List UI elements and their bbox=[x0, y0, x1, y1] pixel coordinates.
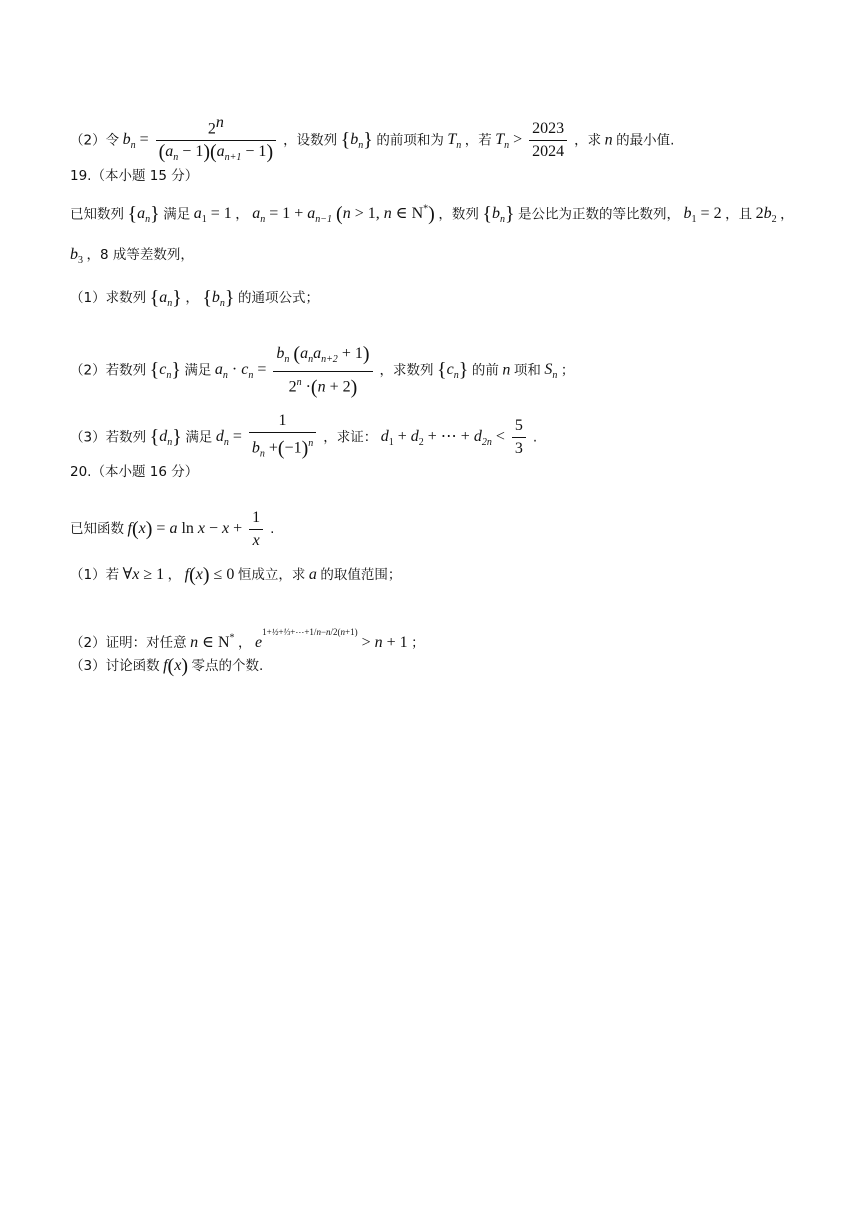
formula-seq-cn: $\{c_n\}$ bbox=[149, 359, 181, 382]
formula-forall-x: ∀x ≥ 1 bbox=[122, 566, 165, 583]
q19-part2-d: 的前 bbox=[471, 362, 499, 379]
q19-stem-a: 已知数列 bbox=[70, 206, 124, 223]
num-2024: 2024 bbox=[532, 143, 565, 161]
period-1: . bbox=[270, 521, 275, 538]
q19-part3-end: . bbox=[532, 429, 538, 446]
q20-part3-label: （3）讨论函数 bbox=[70, 658, 160, 674]
q19-part2-f: ； bbox=[560, 362, 575, 379]
comma-2: ， bbox=[185, 290, 199, 306]
q20-part1-label: （1）若 bbox=[70, 567, 120, 583]
q20-part3-text: 零点的个数. bbox=[191, 658, 264, 674]
formula-n-2: n bbox=[502, 361, 511, 379]
formula-fx: f(x) bbox=[163, 655, 188, 677]
q19-part1-label: （1）求数列 bbox=[70, 290, 147, 306]
q19-part1 bbox=[70, 288, 319, 314]
formula-Tn-ineq: $T_n$ > $\frac{2023}{2024}$ bbox=[495, 131, 574, 148]
q19-part2-e: 项和 bbox=[513, 362, 541, 379]
q20-part1-b: ， bbox=[167, 567, 182, 583]
q20-part2-label: （2）证明：对任意 bbox=[70, 635, 187, 651]
q20-part2-end: ； bbox=[411, 635, 425, 651]
formula-cn-def: $a_n \cdot c_n$ = $\frac{b_n (a_na_{n+2} + 1)}{2^n \cdot(n + 2)}$ bbox=[215, 361, 380, 378]
q19-stem-e: ，且 bbox=[725, 206, 753, 223]
formula-Tn: $T_n$ bbox=[447, 131, 462, 152]
q20-part2 bbox=[70, 622, 425, 654]
q19-part2-c: ，求数列 bbox=[379, 362, 434, 379]
formula-seq-bn-3: $\{b_n\}$ bbox=[202, 287, 235, 310]
formula-dn-def: $d_n$ = $\frac{1}{b_n +(-1)^n}$ bbox=[216, 428, 323, 445]
q20-part1 bbox=[70, 565, 401, 586]
formula-seq-dn: $\{d_n\}$ bbox=[149, 426, 182, 449]
q19-part2-b: 满足 bbox=[184, 362, 212, 379]
formula-dn-sum: $d_1 + d_2$ + ⋯ + $d_{2n}$ < $\frac{5}{3}$ bbox=[381, 428, 533, 445]
formula-fx-def: f(x) = a ln x − x + $\frac{1}{x}$ bbox=[128, 520, 271, 537]
q18-text-5: 的最小值. bbox=[616, 132, 675, 149]
formula-exp-ineq: $e^{1+\frac{1}{2}+\frac{1}{3}+\cdots+1/n-n/2(n+1)} > n + 1$ bbox=[255, 627, 408, 651]
q19-part3 bbox=[70, 411, 537, 465]
q18-text-4: ，求 bbox=[574, 132, 602, 149]
q20-stem-text: 已知函数 bbox=[70, 521, 124, 538]
formula-seq-bn-2: $\{b_n\}$ bbox=[482, 203, 515, 226]
formula-seq-bn: $\{b_n\}$ bbox=[340, 129, 373, 152]
q19-part3-label: （3）若数列 bbox=[70, 429, 147, 446]
formula-an-recursion: $a_n = 1 + a_{n-1}$ (n > 1, n ∈ N*) bbox=[252, 203, 435, 226]
q19-part3-b: 满足 bbox=[185, 429, 213, 446]
formula-Sn: $S_n$ bbox=[544, 361, 558, 382]
q19-stem-g: ，8 成等差数列， bbox=[86, 247, 194, 263]
q19-part3-c: ，求证： bbox=[323, 429, 378, 446]
formula-a1: $a_1 = 1$ bbox=[193, 205, 232, 226]
q19-stem-c: ，数列 bbox=[438, 206, 479, 223]
formula-b1: $b_1 = 2$ bbox=[683, 205, 722, 226]
q19-stem-line2 bbox=[70, 245, 194, 271]
q20-part1-d: 的取值范围； bbox=[320, 567, 402, 583]
q18-part2-label: （2）令 bbox=[70, 132, 120, 149]
q18-text-2: 的前项和为 bbox=[376, 132, 444, 149]
q19-stem-line1 bbox=[70, 200, 794, 231]
q18-part2-line bbox=[70, 113, 674, 169]
q19-part2-label: （2）若数列 bbox=[70, 362, 147, 379]
formula-seq-an-2: $\{a_n\}$ bbox=[149, 287, 182, 310]
num-2023: 2023 bbox=[529, 119, 567, 141]
formula-n: n bbox=[604, 131, 613, 149]
q20-part3 bbox=[70, 656, 263, 677]
q20-stem bbox=[70, 508, 274, 551]
q19-heading: 19.（本小题 15 分） bbox=[70, 168, 199, 184]
q20-heading: 20.（本小题 16 分） bbox=[70, 464, 199, 480]
formula-seq-an: $\{a_n\}$ bbox=[127, 203, 160, 226]
q18-text-1: ，设数列 bbox=[283, 132, 338, 149]
q19-stem-d: 是公比为正数的等比数列， bbox=[518, 206, 681, 223]
formula-bn-def: $b_n$ = $\frac{2^n}{(a_n - 1)(a_{n+1} - 1)}$ bbox=[123, 131, 284, 148]
q20-part1-c: 恒成立，求 bbox=[237, 567, 306, 583]
q19-stem-f: ， bbox=[780, 206, 794, 223]
q20-part2-b: ， bbox=[238, 635, 252, 651]
formula-b3: $b_3$ bbox=[70, 246, 83, 267]
formula-fx-le-0: f(x) ≤ 0 bbox=[184, 564, 235, 586]
formula-seq-cn-2: $\{c_n\}$ bbox=[437, 359, 469, 382]
formula-2b2: $2b_2$ bbox=[755, 205, 777, 226]
q19-stem-b: 满足 bbox=[163, 206, 191, 223]
q18-text-3: ，若 bbox=[464, 132, 492, 149]
q19-part2 bbox=[70, 344, 574, 398]
comma-1: ， bbox=[235, 206, 249, 223]
formula-n-in-N: n ∈ N* bbox=[190, 632, 235, 651]
q19-part1-text: 的通项公式； bbox=[238, 290, 320, 306]
formula-a: a bbox=[308, 566, 317, 583]
